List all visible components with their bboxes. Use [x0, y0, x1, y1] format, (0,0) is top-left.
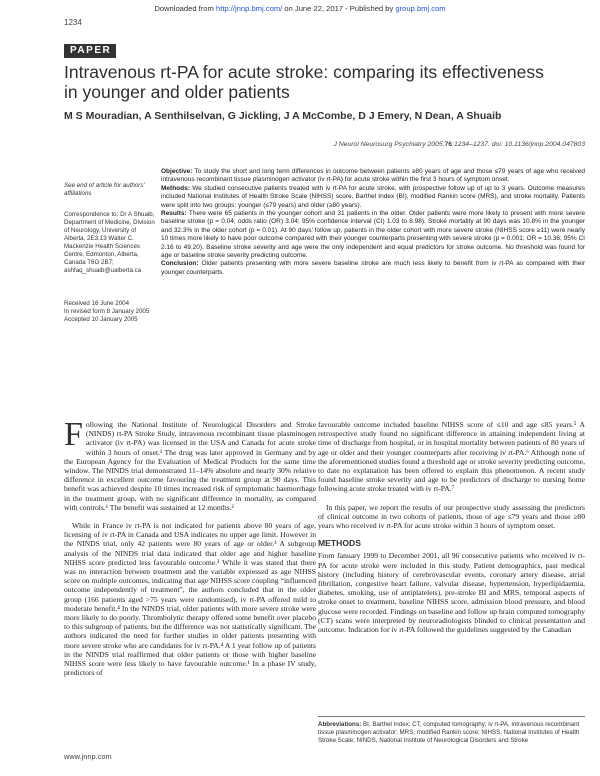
- methods-heading: METHODS: [318, 538, 361, 549]
- objective-label: Objective:: [161, 168, 193, 175]
- article-title: Intravenous rt-PA for acute stroke: comparing its effectiveness in younger and older patients: [64, 62, 544, 102]
- submission-dates: [64, 300, 156, 324]
- conclusion-text: Older patients presenting with more severe baseline stroke are much less likely to benefit from iv rt-PA as compared with their younger counterparts.: [161, 260, 585, 276]
- intro-paragraph-2: While in France iv rt-PA is not indicated for patients above 80 years of age, licensing of iv rt-PA in Canada and USA indicates no upper age limit. However in the NINDS trial, only 42 patients were 80 years of age or older.³ A subgroup analysis of the NINDS trial data indicated that older age and higher baseline NIHSS score predicted less favourable outcome.³ While it was stated that there was no interaction between treatment and the variable expressed as age NIHSS score on multiple outcomes, indicating that age NIHSS score coupling “influenced outcome independently of treatment”, the authors concluded that in the older group (166 patients aged >75 years were randomised), iv rt-PA offered mild to moderate benefit.⁴ In the NINDS trial, older patients with more severe stroke were more likely to do poorly. Thrombolytic therapy offered some benefit over placebo to this subgroup of patients, but the difference was not statistically significant. The authors indicated the need for further studies in older patients presenting with more severe stroke who are candidates for iv rt-PA.⁴ A 1 year follow up of patients in the NINDS trial reaffirmed that older patients or those with higher baseline NIHSS score were less likely to have favourable outcome.¹ In a phase IV study, predictors of: [64, 521, 316, 678]
- methods-label: Methods:: [161, 184, 190, 192]
- abstract-results: [161, 210, 585, 260]
- abstract-conclusion: [161, 260, 585, 277]
- body-column-left: [64, 416, 316, 686]
- abbreviations-label: Abbreviations:: [318, 721, 362, 728]
- intro-paragraph-3: favourable outcome included baseline NIHSS score of ≤10 and age ≤85 years.⁵ A retrospective study found no significant difference in attaining independent living at time of discharge from hospital, or in hospital mortality between patients of 80 years of age or older and their younger counterparts after receiving iv rt-PA.⁶ Although none of the aforementioned studies found a threshold age or stroke severity predicting outcome, to date no explanation has been offered to explain this phenomenon. A recent study found baseline stroke severity and age to be predictors of discharge to nursing home following acute stroke treated with iv rt-PA.⁷: [318, 420, 585, 494]
- methods-text: We studied consecutive patients treated with iv rt-PA for acute stroke, with prospective follow up of up to 3 years. Outcome measures included National Institutes of Health Stroke Scale (NIHSS) score, Barthel Index (BI), modified Rankin score (MRS), and stroke mortality. Patients were split into two groups: younger (≤79 years) and older (≥80 years).: [161, 184, 585, 209]
- abbreviations-box: [318, 716, 585, 745]
- abstract-objective: [161, 168, 585, 185]
- abstract: [161, 168, 585, 277]
- download-date: on June 22, 2017 - Published by: [282, 4, 396, 13]
- abbreviations-text: BI, Barthel Index; CT, computed tomography; iv rt-PA, intravenous recombinant tissue plasminogen activator; MRS, modified Rankin score; NIHSS, National Institutes of Health Stroke Scale; NINDS, National Institute of Neurological Disorders and Stroke: [318, 721, 580, 744]
- received-date: Received 16 June 2004: [64, 300, 130, 307]
- methods-paragraph-1: From January 1999 to December 2001, all 96 consecutive patients who received iv rt-PA for acute stroke were included in this study. Patient demographics, past medical history (including history of cerebrovascular events, coronary artery disease, atrial fibrillation, congestive heart failure, valvular disease, hypertension, hyperlipidaemia, diabetes, smoking, use of antiplatelets), pre-stroke BI and MRS, temporal aspects of stroke onset to treatment, baseline NIHSS score, admission blood pressure, and blood glucose were recorded. Findings on baseline and follow up brain computed tomography (CT) scans were interpreted by neuroradiologists blinded to clinical presentation and outcome. Indication for iv rt-PA followed the guidelines suggested by the Canadian: [318, 551, 585, 635]
- citation-volume: 76: [444, 141, 453, 148]
- abstract-methods: [161, 185, 585, 210]
- drop-cap: F: [64, 416, 83, 453]
- correspondence-note: Correspondence to: Dr A Shuaib, Department of Medicine, Division of Neurology, University of Alberta, 2E3.13 Walter C. Mackenzie Health Sciences Centre, Edmonton, Alberta, Canada T6G 2B7; ashfaq_shuaib@ualberta.ca: [64, 211, 155, 274]
- accepted-date: Accepted 10 January 2005: [64, 316, 138, 323]
- author-list: M S Mouradian, A Senthilselvan, G Jickling, J A McCombe, D J Emery, N Dean, A Shuaib: [64, 110, 502, 122]
- download-banner: [0, 4, 600, 13]
- page-number: 1234: [64, 18, 82, 27]
- intro-paragraph-4: In this paper, we report the results of our prospective study assessing the predictors of clinical outcome in two cohorts of patients, those of age ≤79 years and those ≥80 years who received iv rt-PA for acute stroke within 3 hours of symptom onset.: [318, 502, 585, 531]
- journal-site-link[interactable]: http://jnnp.bmj.com/: [215, 4, 283, 13]
- results-label: Results:: [161, 210, 187, 218]
- affiliations-note: See end of article for authors’ affiliations: [64, 182, 145, 197]
- results-text: There were 65 patients in the younger cohort and 31 patients in the older. Older patients were more likely to present with more severe baseline stroke (p = 0.04; odds ratio (OR) 3.04; 95% confidence interval (CI) 1.03 to 8.98). Stroke mortality at 90 days was 10.8% in the younger and 32.3% in the older cohort (p = 0.01). At 90 days’ follow up, patients in the older cohort with more severe stroke (NIHSS score ≥11) were nearly 10 times more likely to have poor outcome compared with their younger counterparts presenting with severe stroke (p = 0.001; OR = 10.36; 95% CI 2.16 to 49.20). Baseline stroke severity and age were the only independent and equal predictors for stroke outcome. No threshold was found for age or baseline stroke severity predicting outcome.: [161, 210, 585, 260]
- objective-text: To study the short and long term differences in outcome between patients ≥80 years of age and those ≤79 years of age who received intravenous recombinant tissue plasminogen activator (iv rt-PA) for acute stroke within the first 3 hours of symptom onset.: [161, 168, 585, 184]
- citation-pages-doi: :1234–1237. doi: 10.1136/jnnp.2004.047803: [452, 141, 585, 148]
- download-prefix: Downloaded from: [154, 4, 216, 13]
- intro-paragraph-1: [64, 416, 316, 512]
- revised-date: In revised form 8 January 2005: [64, 308, 150, 315]
- intro-text-1: ollowing the National Institute of Neurological Disorders and Stroke (NINDS) rt-PA Stroke Study, intravenous recombinant tissue plasminogen activator (iv rt-PA) was licensed in the USA and Canada for acute stroke within 3 hours of onset.¹ The drug was later approved in Germany and by the European Agency for the Evaluation of Medical Products for the same time window. The NINDS trial demonstrated 11–14% absolute and nearly 30% relative difference in excellent outcome favouring the treatment group at 90 days. This benefit was achieved despite 10 times increased risk of symptomatic haemorrhage in the treatment group, with no significant difference in mortality, as compared with controls.¹ The benefit was sustained at 12 months.²: [64, 420, 316, 512]
- publisher-link[interactable]: group.bmj.com: [395, 4, 446, 13]
- conclusion-label: Conclusion:: [161, 260, 199, 268]
- citation-text: J Neurol Neurosurg Psychiatry 2005;: [333, 141, 445, 148]
- journal-citation: [250, 141, 585, 148]
- footer-url: www.jnnp.com: [64, 752, 112, 761]
- section-tag: PAPER: [64, 44, 116, 58]
- body-column-right: [318, 420, 585, 643]
